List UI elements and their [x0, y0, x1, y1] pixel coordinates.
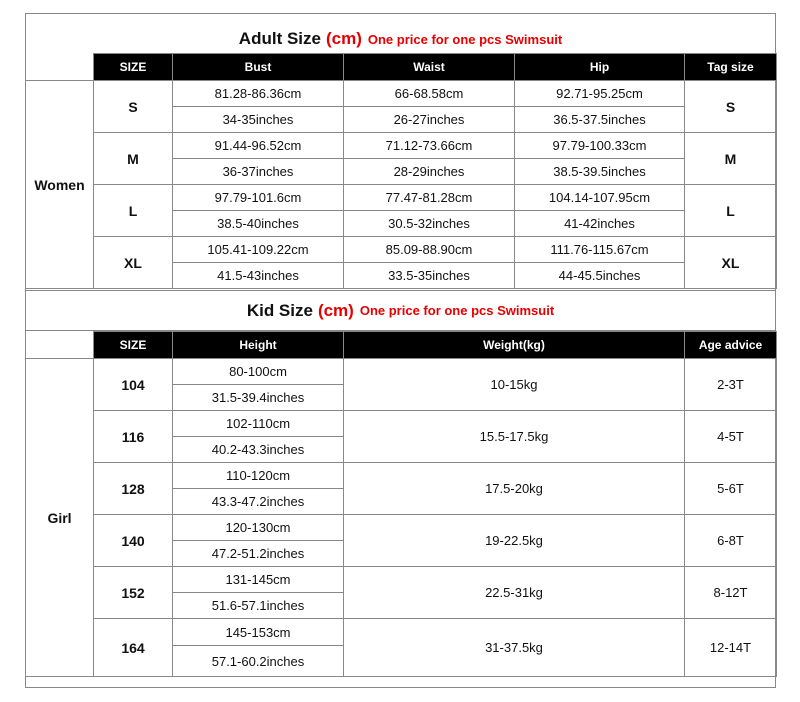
- height-inches: 40.2-43.3inches: [173, 437, 344, 463]
- adult-title-main: Adult Size: [238, 29, 321, 48]
- weight-cell: 15.5-17.5kg: [344, 411, 685, 463]
- age-advice-cell: 12-14T: [685, 619, 777, 677]
- waist-inches: 28-29inches: [344, 159, 515, 185]
- table-row: [26, 411, 777, 437]
- adult-header-row: [26, 54, 777, 81]
- size-cell: 140: [94, 515, 173, 567]
- age-advice-cell: 4-5T: [685, 411, 777, 463]
- adult-header-hip: Hip: [515, 54, 685, 81]
- bust-cm: 81.28-86.36cm: [173, 81, 344, 107]
- tag-size-cell: XL: [685, 237, 777, 289]
- table-row: [26, 185, 777, 211]
- height-inches: 57.1-60.2inches: [173, 646, 344, 677]
- kid-size-title: [25, 290, 776, 331]
- kid-header-weight: Weight(kg): [344, 332, 685, 359]
- height-cm: 110-120cm: [173, 463, 344, 489]
- bust-inches: 41.5-43inches: [173, 263, 344, 289]
- height-inches: 51.6-57.1inches: [173, 593, 344, 619]
- hip-cm: 111.76-115.67cm: [515, 237, 685, 263]
- size-cell: 116: [94, 411, 173, 463]
- kid-title-unit: (cm): [317, 300, 354, 320]
- adult-size-table: [25, 53, 777, 289]
- table-row: [26, 237, 777, 263]
- size-cell: L: [94, 185, 173, 237]
- height-cm: 120-130cm: [173, 515, 344, 541]
- waist-inches: 33.5-35inches: [344, 263, 515, 289]
- category-women: Women: [26, 81, 94, 289]
- bust-cm: 97.79-101.6cm: [173, 185, 344, 211]
- size-cell: 104: [94, 359, 173, 411]
- height-inches: 43.3-47.2inches: [173, 489, 344, 515]
- hip-inches: 41-42inches: [515, 211, 685, 237]
- kid-title-main: Kid Size: [246, 300, 313, 320]
- kid-header-spacer: [26, 332, 94, 359]
- height-cm: 102-110cm: [173, 411, 344, 437]
- size-cell: 128: [94, 463, 173, 515]
- table-row: [26, 359, 777, 385]
- bust-inches: 36-37inches: [173, 159, 344, 185]
- hip-cm: 104.14-107.95cm: [515, 185, 685, 211]
- adult-header-size: SIZE: [94, 54, 173, 81]
- kid-size-table: [25, 331, 777, 677]
- waist-inches: 30.5-32inches: [344, 211, 515, 237]
- bust-cm: 91.44-96.52cm: [173, 133, 344, 159]
- table-row: [26, 619, 777, 646]
- age-advice-cell: 5-6T: [685, 463, 777, 515]
- age-advice-cell: 8-12T: [685, 567, 777, 619]
- table-row: [26, 515, 777, 541]
- adult-header-bust: Bust: [173, 54, 344, 81]
- height-inches: 31.5-39.4inches: [173, 385, 344, 411]
- kid-header-height: Height: [173, 332, 344, 359]
- adult-header-waist: Waist: [344, 54, 515, 81]
- table-row: [26, 463, 777, 489]
- category-girl: Girl: [26, 359, 94, 677]
- size-cell: 152: [94, 567, 173, 619]
- waist-inches: 26-27inches: [344, 107, 515, 133]
- bust-inches: 34-35inches: [173, 107, 344, 133]
- size-cell: S: [94, 81, 173, 133]
- adult-title-note: One price for one pcs Swimsuit: [367, 31, 563, 47]
- hip-inches: 44-45.5inches: [515, 263, 685, 289]
- height-cm: 131-145cm: [173, 567, 344, 593]
- waist-cm: 71.12-73.66cm: [344, 133, 515, 159]
- weight-cell: 31-37.5kg: [344, 619, 685, 677]
- tag-size-cell: M: [685, 133, 777, 185]
- tag-size-cell: L: [685, 185, 777, 237]
- hip-inches: 38.5-39.5inches: [515, 159, 685, 185]
- bust-inches: 38.5-40inches: [173, 211, 344, 237]
- kid-header-size: SIZE: [94, 332, 173, 359]
- kid-header-age: Age advice: [685, 332, 777, 359]
- table-row: [26, 567, 777, 593]
- height-cm: 80-100cm: [173, 359, 344, 385]
- height-inches: 47.2-51.2inches: [173, 541, 344, 567]
- bust-cm: 105.41-109.22cm: [173, 237, 344, 263]
- adult-header-tag: Tag size: [685, 54, 777, 81]
- waist-cm: 66-68.58cm: [344, 81, 515, 107]
- tag-size-cell: S: [685, 81, 777, 133]
- weight-cell: 22.5-31kg: [344, 567, 685, 619]
- age-advice-cell: 2-3T: [685, 359, 777, 411]
- weight-cell: 10-15kg: [344, 359, 685, 411]
- hip-cm: 92.71-95.25cm: [515, 81, 685, 107]
- table-row: [26, 81, 777, 107]
- hip-cm: 97.79-100.33cm: [515, 133, 685, 159]
- weight-cell: 17.5-20kg: [344, 463, 685, 515]
- adult-header-spacer: [26, 54, 94, 81]
- waist-cm: 85.09-88.90cm: [344, 237, 515, 263]
- kid-title-note: One price for one pcs Swimsuit: [359, 303, 555, 318]
- size-cell: 164: [94, 619, 173, 677]
- size-cell: XL: [94, 237, 173, 289]
- adult-title-unit: (cm): [325, 29, 362, 48]
- table-row: [26, 133, 777, 159]
- waist-cm: 77.47-81.28cm: [344, 185, 515, 211]
- hip-inches: 36.5-37.5inches: [515, 107, 685, 133]
- height-cm: 145-153cm: [173, 619, 344, 646]
- kid-header-row: [26, 332, 777, 359]
- weight-cell: 19-22.5kg: [344, 515, 685, 567]
- size-cell: M: [94, 133, 173, 185]
- age-advice-cell: 6-8T: [685, 515, 777, 567]
